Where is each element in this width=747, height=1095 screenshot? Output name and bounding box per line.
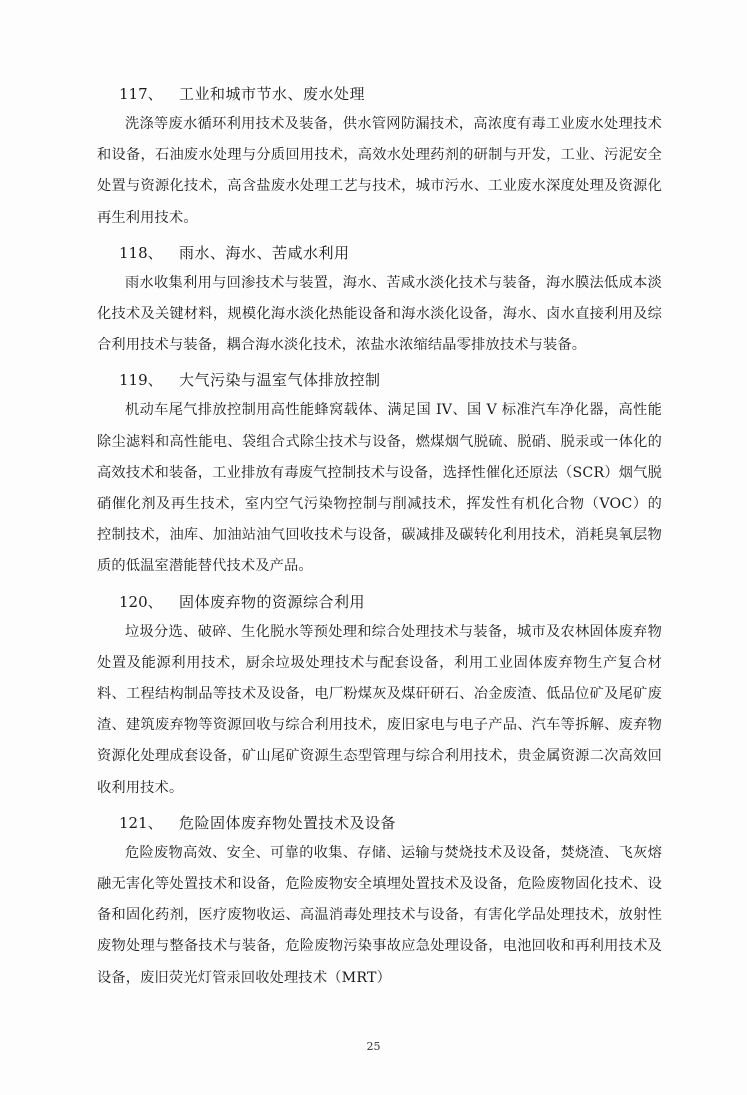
section-heading-117: [97, 79, 662, 109]
page-content: [97, 79, 662, 994]
section-body: 洗涤等废水循环利用技术及装备，供水管网防漏技术，高浓度有毒工业废水处理技术和设备，石油废水处理与分质回用技术，高效水处理药剂的研制与开发，工业、污泥安全处置与资源化技术，高含盐废水处理工艺与技术，城市污水、工业废水深度处理及资源化再生利用技术。: [97, 116, 662, 226]
section-body: 垃圾分选、破碎、生化脱水等预处理和综合处理技术与装备，城市及农林固体废弃物处置及能源利用技术，厨余垃圾处理技术与配套设备，利用工业固体废弃物生产复合材料、工程结构制品等技术及设备，电厂粉煤灰及煤矸研石、冶金废渣、低品位矿及尾矿废渣、建筑废弃物等资源回收与综合利用技术，废旧家电与电子产品、汽车等拆解、废弃物资源化处理成套设备，矿山尾矿资源生态型管理与综合利用技术，贵金属资源二次高效回收利用技术。: [97, 623, 662, 796]
section-title: 固体废弃物的资源综合利用: [179, 592, 366, 611]
section-body: 雨水收集利用与回渗技术与装置，海水、苦咸水淡化技术与装备，海水膜法低成本淡化技术及关键材料，规模化海水淡化热能设备和海水淡化设备，海水、卤水直接利用及综合利用技术与装备，耦合海水淡化技术，浓盐水浓缩结晶零排放技术与装备。: [97, 274, 662, 354]
section-heading-118: [97, 238, 662, 268]
section-title: 工业和城市节水、废水处理: [179, 85, 366, 103]
section-number: 121、: [119, 813, 163, 832]
section-number: 118、: [119, 243, 163, 262]
section-number: 117、: [119, 85, 163, 103]
section-heading-120: [97, 587, 662, 617]
section-title: 雨水、海水、苦咸水利用: [179, 243, 350, 262]
section-number: 120、: [119, 592, 163, 611]
section-title: 大气污染与温室气体排放控制: [179, 371, 381, 390]
section-number: 119、: [119, 371, 163, 390]
section-title: 危险固体废弃物处置技术及设备: [179, 813, 397, 832]
section-body: 危险废物高效、安全、可靠的收集、存储、运输与焚烧技术及设备，焚烧渣、飞灰熔融无害化等处置技术和设备，危险废物安全填埋处置技术及设备，危险废物固化技术、设备和固化药剂，医疗废物收运、高温消毒处理技术与设备，有害化学品处理技术，放射性废物处理与整备技术与装备，危险废物污染事故应急处理设备，电池回收和再利用技术及设备，废旧荧光灯管汞回收处理技术（MRT）: [97, 844, 662, 986]
page-number: 25: [366, 1040, 381, 1053]
section-heading-119: [97, 365, 662, 395]
section-heading-121: [97, 808, 662, 838]
section-body: 机动车尾气排放控制用高性能蜂窝载体、满足国 IV、国 V 标准汽车净化器，高性能除尘滤料和高性能电、袋组合式除尘技术与设备，燃煤烟气脱硫、脱硝、脱汞或一体化的高效技术和装备，工业排放有毒废气控制技术与设备，选择性催化还原法（SCR）烟气脱硝催化剂及再生技术，室内空气污染物控制与削减技术，挥发性有机化合物（VOC）的控制技术，油库、加油站油气回收技术与设备，碳减排及碳转化利用技术，消耗臭氧层物质的低温室潜能替代技术及产品。: [97, 402, 662, 575]
